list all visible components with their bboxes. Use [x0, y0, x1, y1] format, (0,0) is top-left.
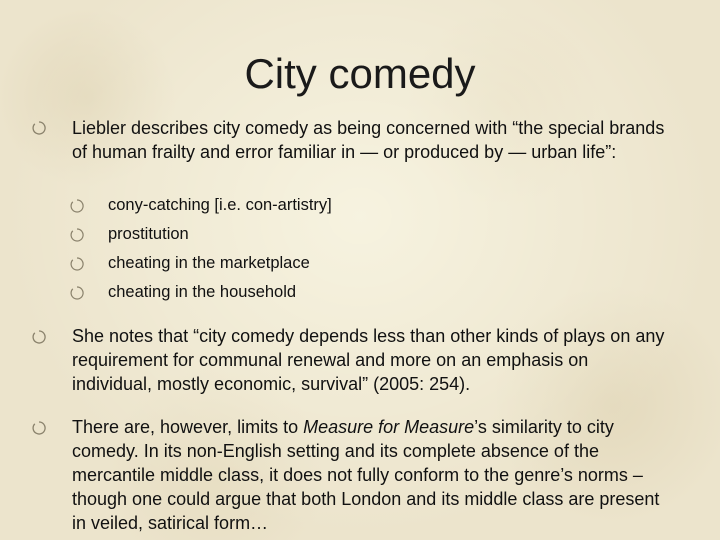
sub-bullet-icon — [70, 199, 84, 213]
sub-bullet-item — [108, 193, 668, 217]
sub-bullet-item — [108, 251, 668, 275]
bullet-item — [72, 116, 672, 164]
sub-bullet-item — [108, 280, 668, 304]
bullet-text: She notes that “city comedy depends less than other kinds of plays on any requirement for communal renewal and more on an emphasis on individual, mostly economic, survival” (2005: 254). — [72, 326, 665, 394]
bullet-item — [72, 324, 672, 396]
bullet-icon — [32, 121, 46, 135]
slide-title: City comedy — [244, 50, 476, 97]
sub-bullet-text: cheating in the marketplace — [108, 254, 310, 272]
play-title: Measure for Measure — [303, 417, 475, 437]
bullet-text — [72, 415, 672, 535]
bullet-text-lead: There are, however, limits to — [72, 417, 304, 437]
sub-bullet-icon — [70, 286, 84, 300]
sub-bullet-text: prostitution — [108, 225, 189, 243]
sub-bullet-icon — [70, 257, 84, 271]
sub-bullet-icon — [70, 228, 84, 242]
sub-bullet-text: cony-catching [i.e. con-artistry] — [108, 196, 332, 214]
bullet-text: Liebler describes city comedy as being concerned with “the special brands of human frailty and error familiar in — or produced by — urban life”: — [72, 118, 665, 162]
sub-bullet-text: cheating in the household — [108, 283, 297, 301]
bullet-text-rest: ’s similarity to city comedy. In its non-English setting and its complete absence of the mercantile middle class, it does not fully conform to the genre’s norms – though one could argue that both London and its middle class are present in veiled, satirical form… — [72, 417, 660, 533]
sub-bullet-item — [108, 222, 668, 246]
bullet-icon — [32, 421, 46, 435]
bullet-item — [72, 415, 672, 535]
bullet-icon — [32, 330, 46, 344]
